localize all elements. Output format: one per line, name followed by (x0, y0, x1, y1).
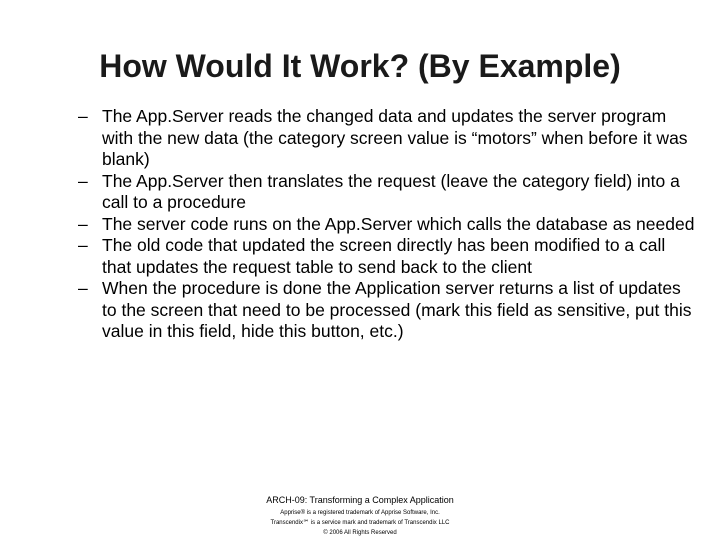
bullet-dash: – (78, 170, 88, 191)
bullet-text: The App.Server reads the changed data and updates the server program with the new data (the category screen value is “motors” when before it was blank) (102, 106, 688, 169)
slide-title: How Would It Work? (By Example) (99, 48, 621, 84)
bullet-item (78, 214, 698, 236)
bullet-text: When the procedure is done the Application server returns a list of updates to the screen that need to be processed (mark this field as sensitive, put this value in this field, hide this button, etc.) (102, 278, 692, 341)
bullet-dash: – (78, 106, 88, 126)
bullet-text: The App.Server then translates the request (leave the category field) into a call to a procedure (102, 170, 680, 212)
bullet-text: The old code that updated the screen directly has been modified to a call that updates the request table to send back to the client (102, 235, 666, 277)
footer-trademark-apprise: Apprise® is a registered trademark of Apprise Software, Inc. (280, 510, 440, 516)
footer-copyright: © 2006 All Rights Reserved (323, 530, 397, 536)
bullet-text: The server code runs on the App.Server which calls the database as needed (102, 213, 695, 234)
bullet-dash: – (78, 213, 88, 234)
bullet-item (78, 278, 698, 343)
bullet-list (78, 106, 698, 343)
footer-session-title: ARCH-09: Transforming a Complex Application (266, 495, 454, 505)
bullet-dash: – (78, 278, 88, 298)
bullet-item (78, 235, 698, 278)
bullet-item (78, 171, 698, 214)
footer-trademark-transcendix: Transcendix℠ is a service mark and trademark of Transcendix LLC (270, 520, 450, 526)
bullet-dash: – (78, 235, 88, 255)
bullet-item (78, 106, 698, 171)
